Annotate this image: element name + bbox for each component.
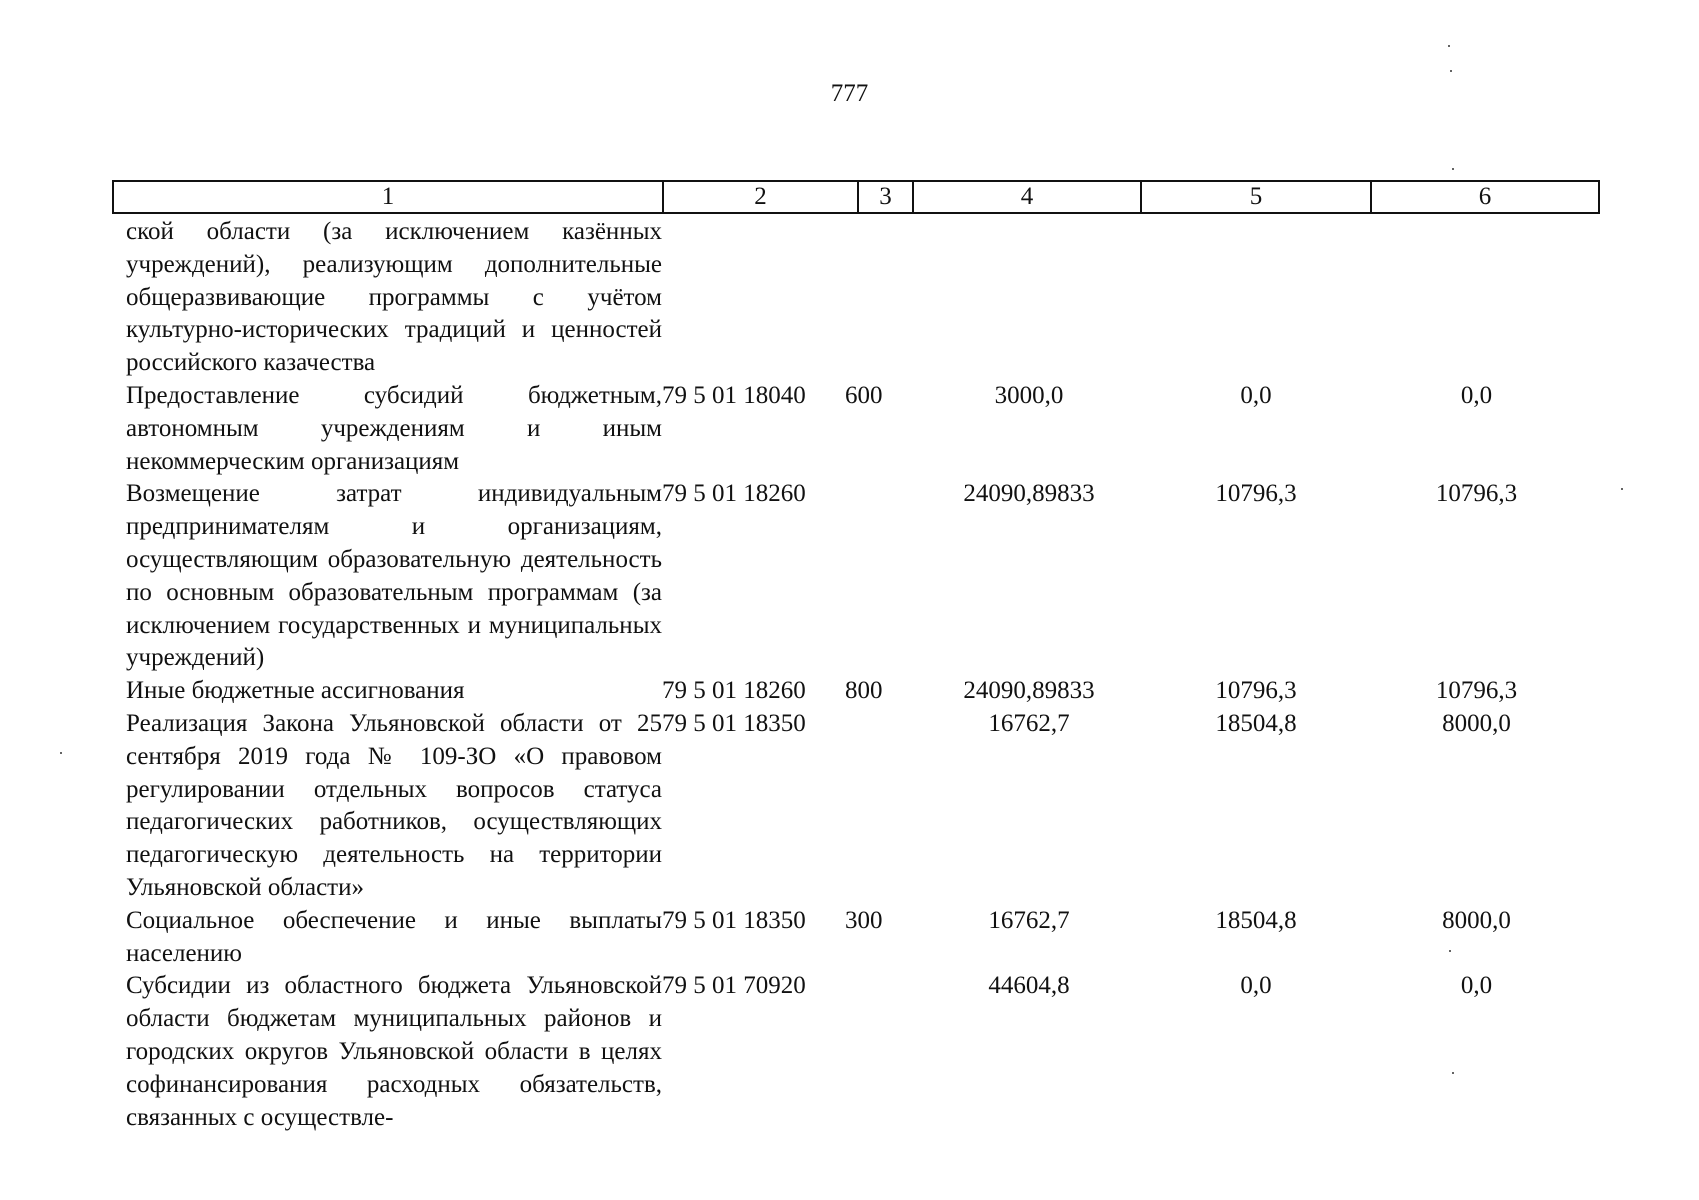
row-expense-type: 800 xyxy=(845,677,883,705)
row-code xyxy=(662,216,845,380)
row-code: 79 5 01 18350 xyxy=(662,906,806,934)
row-value-col6: 10796,3 xyxy=(1435,480,1518,508)
row-value-col6: 8000,0 xyxy=(1442,906,1511,934)
page-number: 777 xyxy=(830,80,869,107)
row-description: Реализация Закона Ульяновской области от 25 сентября 2019 года № 109-ЗО «О правовом регулировании отдельных вопросов статуса педагогических работников, осуществляющих педагогическую деятельность на территории Ульяновской области» xyxy=(126,709,662,901)
row-expense-type xyxy=(845,216,917,380)
row-value-col4 xyxy=(917,216,1141,380)
scan-speck xyxy=(1452,168,1454,170)
scan-speck xyxy=(1448,45,1450,47)
header-col-4: 4 xyxy=(913,181,1141,213)
row-value-col6: 8000,0 xyxy=(1442,709,1511,737)
table-row xyxy=(126,970,1582,1134)
table-row xyxy=(126,380,1582,478)
row-value-col4: 16762,7 xyxy=(988,709,1070,737)
row-value-col5: 0,0 xyxy=(1240,381,1272,409)
table-row xyxy=(126,905,1582,971)
scan-speck xyxy=(1450,70,1452,72)
scan-speck xyxy=(1452,1072,1454,1074)
table-row xyxy=(126,708,1582,905)
scan-speck xyxy=(1449,950,1451,952)
row-value-col5: 18504,8 xyxy=(1215,709,1297,737)
row-value-col6: 0,0 xyxy=(1460,972,1493,1000)
row-value-col5: 0,0 xyxy=(1240,972,1272,1000)
header-col-2: 2 xyxy=(663,181,858,213)
row-code: 79 5 01 18350 xyxy=(662,709,806,737)
row-expense-type xyxy=(845,478,917,675)
row-expense-type xyxy=(845,708,917,905)
row-description: Субсидии из областного бюджета Ульяновской области бюджетам муниципальных районов и городских округов Ульяновской области в целях софинансирования расходных обязательств, связанных с осуществле- xyxy=(126,972,662,1131)
header-col-6: 6 xyxy=(1371,181,1599,213)
row-value-col6: 0,0 xyxy=(1460,381,1493,409)
row-expense-type: 600 xyxy=(845,381,883,409)
row-code: 79 5 01 18040 xyxy=(662,381,806,409)
row-value-col4: 16762,7 xyxy=(988,906,1070,934)
row-expense-type xyxy=(845,970,917,1134)
header-col-5: 5 xyxy=(1141,181,1371,213)
row-description: ской области (за исключением казённых учреждений), реализующим дополнительные общеразвивающие программы с учётом культурно-исторических традиций и ценностей российского казачества xyxy=(126,218,662,377)
scan-speck xyxy=(1621,488,1623,490)
table-row xyxy=(126,216,1582,380)
row-value-col4: 24090,89833 xyxy=(963,677,1095,705)
row-description: Предоставление субсидий бюджетным, автономным учреждениям и иным некоммерческим организациям xyxy=(126,381,662,475)
row-code: 79 5 01 70920 xyxy=(662,972,806,1000)
row-value-col6: 10796,3 xyxy=(1435,677,1518,705)
row-value-col5: 10796,3 xyxy=(1215,480,1297,508)
row-description: Возмещение затрат индивидуальным предпринимателям и организациям, осуществляющим образовательную деятельность по основным образовательным программам (за исключением государственных и муниципальных учреждений) xyxy=(126,480,662,672)
row-description: Социальное обеспечение и иные выплаты населению xyxy=(126,906,662,967)
table-row xyxy=(126,675,1582,708)
row-value-col6 xyxy=(1371,216,1582,380)
budget-table xyxy=(126,216,1582,1134)
header-col-1: 1 xyxy=(113,181,663,213)
table-header xyxy=(112,180,1600,214)
row-expense-type: 300 xyxy=(845,906,883,934)
row-value-col4: 44604,8 xyxy=(988,972,1070,1000)
row-value-col4: 3000,0 xyxy=(994,381,1064,409)
row-code: 79 5 01 18260 xyxy=(662,480,806,508)
scan-speck xyxy=(60,752,62,754)
table-row xyxy=(126,478,1582,675)
row-value-col4: 24090,89833 xyxy=(963,480,1095,508)
header-row xyxy=(113,181,1599,213)
row-value-col5: 10796,3 xyxy=(1215,677,1297,705)
row-code: 79 5 01 18260 xyxy=(662,677,806,705)
row-description: Иные бюджетные ассигнования xyxy=(126,677,465,705)
row-value-col5 xyxy=(1141,216,1371,380)
header-col-3: 3 xyxy=(858,181,913,213)
row-value-col5: 18504,8 xyxy=(1215,906,1297,934)
